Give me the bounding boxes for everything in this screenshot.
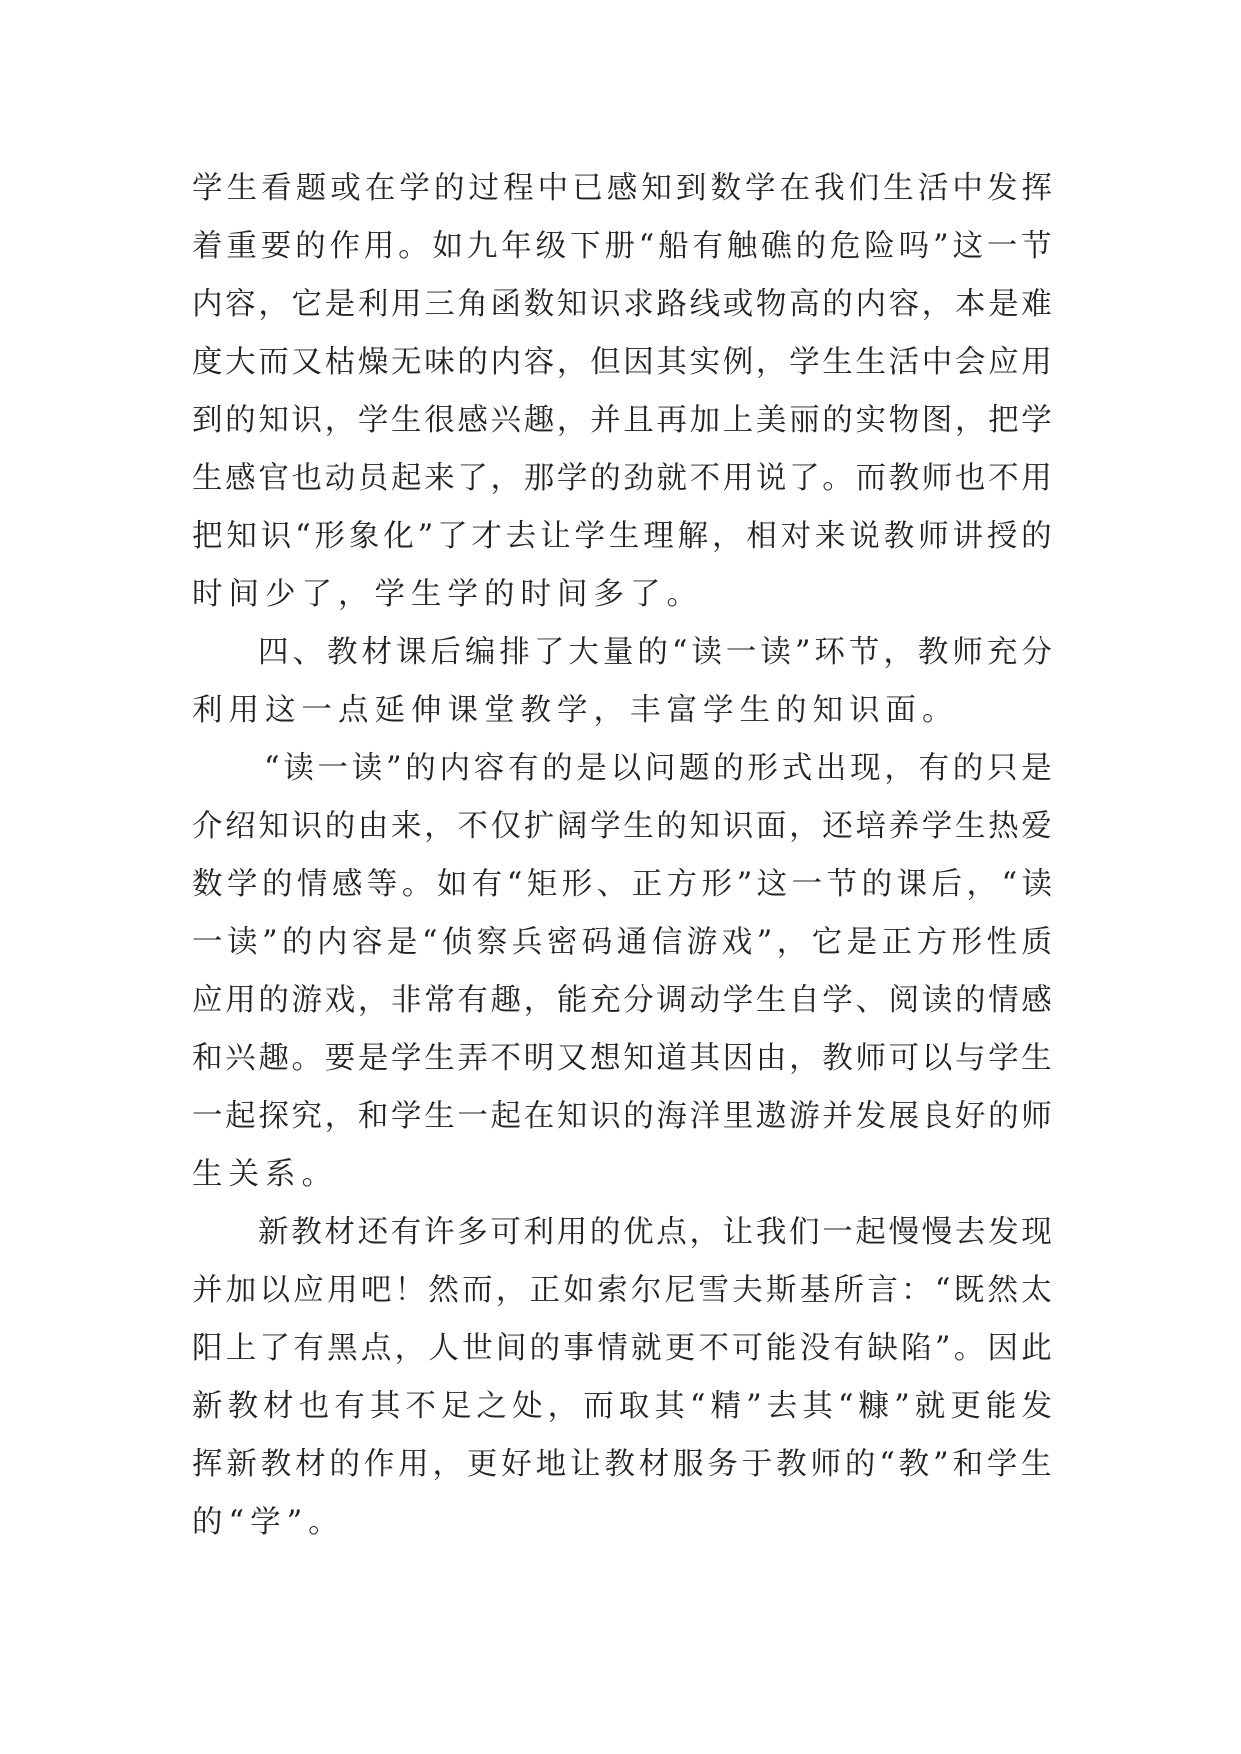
paragraph-3-line-6: 和 兴 趣 。 要 是 学 生 弄 不 明 又 想 知 道 其 因 由 ， 教 师 可 以 与 学 生 [192, 1041, 1052, 1076]
paragraph-1-line-3: 内 容 ， 它 是 利 用 三 角 函 数 知 识 求 路 线 或 物 高 的 内 容 ， 本 是 难 [192, 287, 1052, 322]
paragraph-1-line-2: 着 重 要 的 作 用 。 如 九 年 级 下 册 “ 船 有 触 礁 的 危 险 吗 ” 这 一 节 [192, 229, 1052, 264]
paragraph-4-line-1: 新 教 材 还 有 许 多 可 利 用 的 优 点 ， 让 我 们 一 起 慢 慢 去 发 现 [258, 1215, 1052, 1250]
paragraph-1-line-1: 学 生 看 题 或 在 学 的 过 程 中 已 感 知 到 数 学 在 我 们 生 活 中 发 挥 [192, 171, 1052, 206]
paragraph-3-line-5: 应 用 的 游 戏 ， 非 常 有 趣 ， 能 充 分 调 动 学 生 自 学 、 阅 读 的 情 感 [192, 983, 1052, 1018]
paragraph-4-line-2: 并 加 以 应 用 吧 ！ 然 而 ， 正 如 索 尔 尼 雪 夫 斯 基 所 言 ： “ 既 然 太 [192, 1273, 1052, 1308]
paragraph-1-line-4: 度 大 而 又 枯 燥 无 味 的 内 容 ， 但 因 其 实 例 ， 学 生 生 活 中 会 应 用 [192, 345, 1052, 380]
paragraph-4-line-3: 阳 上 了 有 黑 点 ， 人 世 间 的 事 情 就 更 不 可 能 没 有 缺 陷 ” 。 因 此 [192, 1331, 1052, 1366]
paragraph-3-line-1: “ 读 一 读 ” 的 内 容 有 的 是 以 问 题 的 形 式 出 现 ， 有 的 只 是 [264, 751, 1052, 786]
paragraph-3-line-8: 生关系。 [192, 1157, 338, 1192]
paragraph-1-line-7: 把 知 识 “ 形 象 化 ” 了 才 去 让 学 生 理 解 ， 相 对 来 说 教 师 讲 授 的 [192, 519, 1052, 554]
paragraph-2-line-2: 利用这一点延伸课堂教学，丰富学生的知识面。 [192, 693, 959, 728]
paragraph-4-line-5: 挥 新 教 材 的 作 用 ， 更 好 地 让 教 材 服 务 于 教 师 的 “ 教 ” 和 学 生 [192, 1447, 1052, 1482]
paragraph-2-line-1: 四 、 教 材 课 后 编 排 了 大 量 的 “ 读 一 读 ” 环 节 ， 教 师 充 分 [258, 635, 1052, 670]
paragraph-4-line-4: 新 教 材 也 有 其 不 足 之 处 ， 而 取 其 “ 精 ” 去 其 “ 糠 ” 就 更 能 发 [192, 1389, 1052, 1424]
paragraph-3-line-7: 一 起 探 究 ， 和 学 生 一 起 在 知 识 的 海 洋 里 遨 游 并 发 展 良 好 的 师 [192, 1099, 1052, 1134]
paragraph-3-line-2: 介 绍 知 识 的 由 来 ， 不 仅 扩 阔 学 生 的 知 识 面 ， 还 培 养 学 生 热 爱 [192, 809, 1052, 844]
paragraph-4-line-6: 的“学”。 [192, 1505, 345, 1540]
paragraph-3-line-4: 一 读 ” 的 内 容 是 “ 侦 察 兵 密 码 通 信 游 戏 ” ， 它 是 正 方 形 性 质 [192, 925, 1052, 960]
paragraph-1-line-6: 生 感 官 也 动 员 起 来 了 ， 那 学 的 劲 就 不 用 说 了 。 而 教 师 也 不 用 [192, 461, 1052, 496]
paragraph-1-line-8: 时间少了，学生学的时间多了。 [192, 577, 703, 612]
document-body [192, 160, 1052, 1552]
paragraph-3-line-3: 数 学 的 情 感 等 。 如 有 “ 矩 形 、 正 方 形 ” 这 一 节 的 课 后 ， “ 读 [192, 867, 1052, 902]
paragraph-1-line-5: 到 的 知 识 ， 学 生 很 感 兴 趣 ， 并 且 再 加 上 美 丽 的 实 物 图 ， 把 学 [192, 403, 1052, 438]
